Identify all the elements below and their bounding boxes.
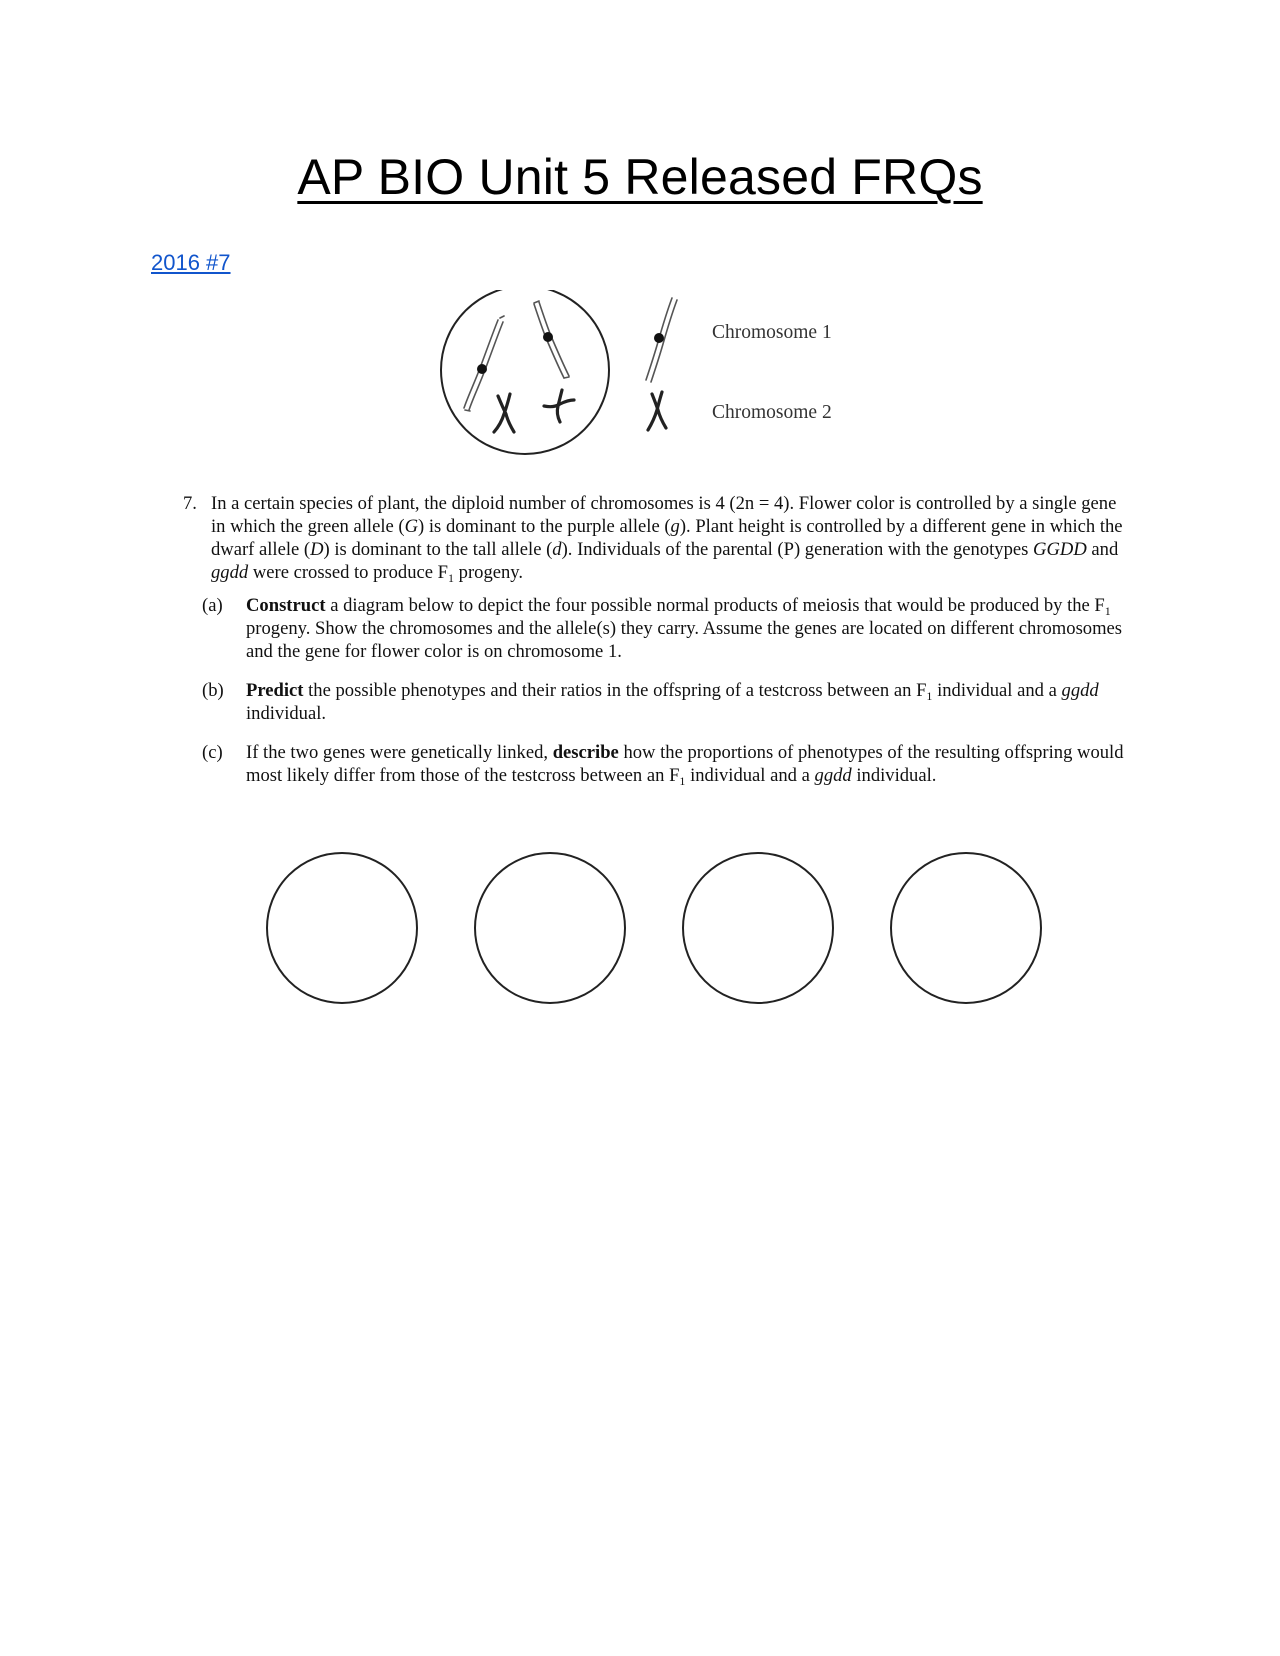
centromere-1-left [477,364,487,374]
meiosis-product-circle-1 [267,853,417,1003]
frq-2016-7-link[interactable]: 2016 #7 [151,250,231,275]
part-c-text: If the two genes were genetically linked, describe how the proportions of phenotypes of the resulting offspring would most likely differ from those of the testcross between an $F_1$ individual and a ggdd individual. [246,742,1124,788]
part-b-text: Predict the possible phenotypes and their ratios in the offspring of a testcross between an $F_1$ individual and a ggdd individual. [246,680,1099,724]
cell-diagram [440,290,860,480]
meiosis-product-circle-4 [891,853,1041,1003]
chromosome-figure [440,290,860,480]
question-number: 7. [183,493,197,514]
answer-circles [0,848,1280,1008]
legend-chromosome-2-icon [648,392,666,430]
chromosome-1-label: Chromosome 1 [712,322,832,343]
centromere-1-right [543,332,553,342]
part-a-text: Construct a diagram below to depict the four possible normal products of meiosis that would be produced by the $F_1$ progeny. Show the chromosomes and the allele(s) they carry. Assume the genes are located on different chromosomes and the gene for flower color is on chromosome 1. [246,595,1123,662]
chromosome-2-right-icon [544,390,574,422]
meiosis-product-circle-2 [475,853,625,1003]
meiosis-product-circle-3 [683,853,833,1003]
chromosome-2-label: Chromosome 2 [712,402,832,423]
legend-centromere-1 [654,333,664,343]
part-a-label: (a) [202,595,223,616]
part-b-label: (b) [202,680,224,701]
page-title: AP BIO Unit 5 Released FRQs [297,149,983,205]
cell-outline [441,290,609,454]
chromosome-2-left-icon [494,394,514,432]
question-stem: In a certain species of plant, the diploid number of chromosomes is 4 (2n = 4). Flower color is controlled by a single gene in which the green allele (G) is dominant to the purple allele (g). Plant height is controlled by a different gene in which the dwarf allele (D) is dominant to the tall allele (d). Individuals of the parental (P) generation with the genotypes GGDD and ggdd were crossed to produce $F_1$ progeny. [211,493,1123,585]
part-c-label: (c) [202,742,223,763]
